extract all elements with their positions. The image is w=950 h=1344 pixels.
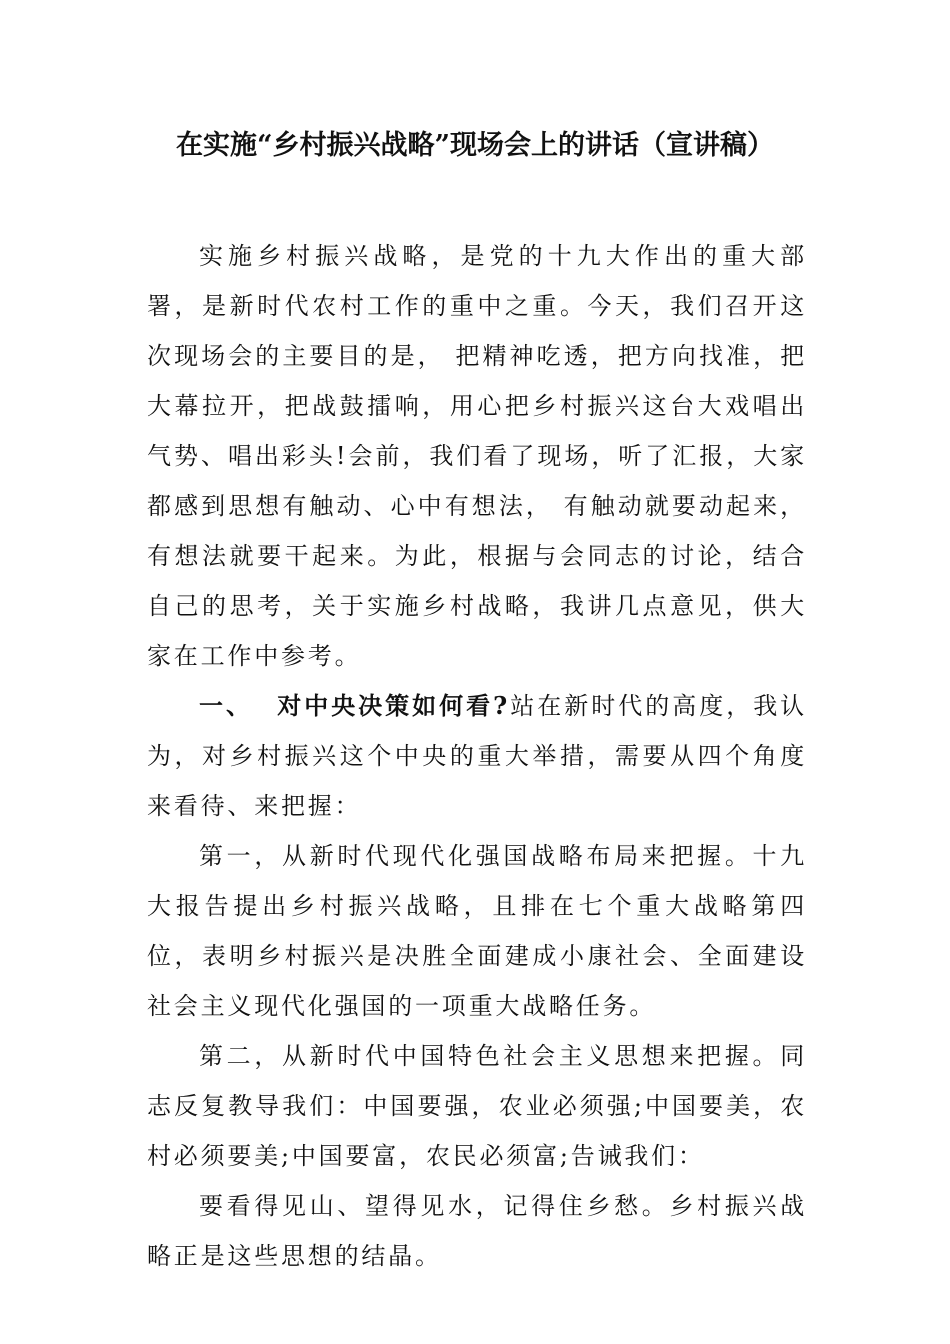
section-one-paragraph [147, 681, 807, 831]
section-one-text: 站在新时代的高度，我认为，对乡村振兴这个中央的重大举措，需要从四个角度来看待、来把握： [147, 692, 807, 820]
point-one-paragraph: 第一，从新时代现代化强国战略布局来把握。十九大报告提出乡村振兴战略，且排在七个重大战略第四位，表明乡村振兴是决胜全面建成小康社会、全面建设社会主义现代化强国的一项重大战略任务。 [147, 842, 807, 1020]
document-title: 在实施“乡村振兴战略”现场会上的讲话（宣讲稿） [175, 130, 775, 161]
point-two-paragraph: 第二，从新时代中国特色社会主义思想来把握。同志反复教导我们：中国要强，农业必须强;中国要美，农村必须要美;中国要富，农民必须富;告诫我们： [147, 1042, 807, 1170]
conclusion-paragraph: 要看得见山、望得见水，记得住乡愁。乡村振兴战略正是这些思想的结晶。 [147, 1192, 807, 1270]
intro-paragraph: 实施乡村振兴战略，是党的十九大作出的重大部署，是新时代农村工作的重中之重。今天，我们召开这次现场会的主要目的是， 把精神吃透，把方向找准，把大幕拉开，把战鼓擂响，用心把乡村振兴这台大戏唱出气势、唱出彩头!会前，我们看了现场，听了汇报，大家都感到思想有触动、心中有想法， 有触动就要动起来，有想法就要干起来。为此，根据与会同志的讨论，结合自己的思考，关于实施乡村战略，我讲几点意见，供大家在工作中参考。 [147, 242, 807, 670]
document-body [147, 231, 807, 1281]
section-one-heading: 对中央决策如何看? [277, 691, 511, 720]
section-one-number: 一、 [199, 691, 253, 720]
